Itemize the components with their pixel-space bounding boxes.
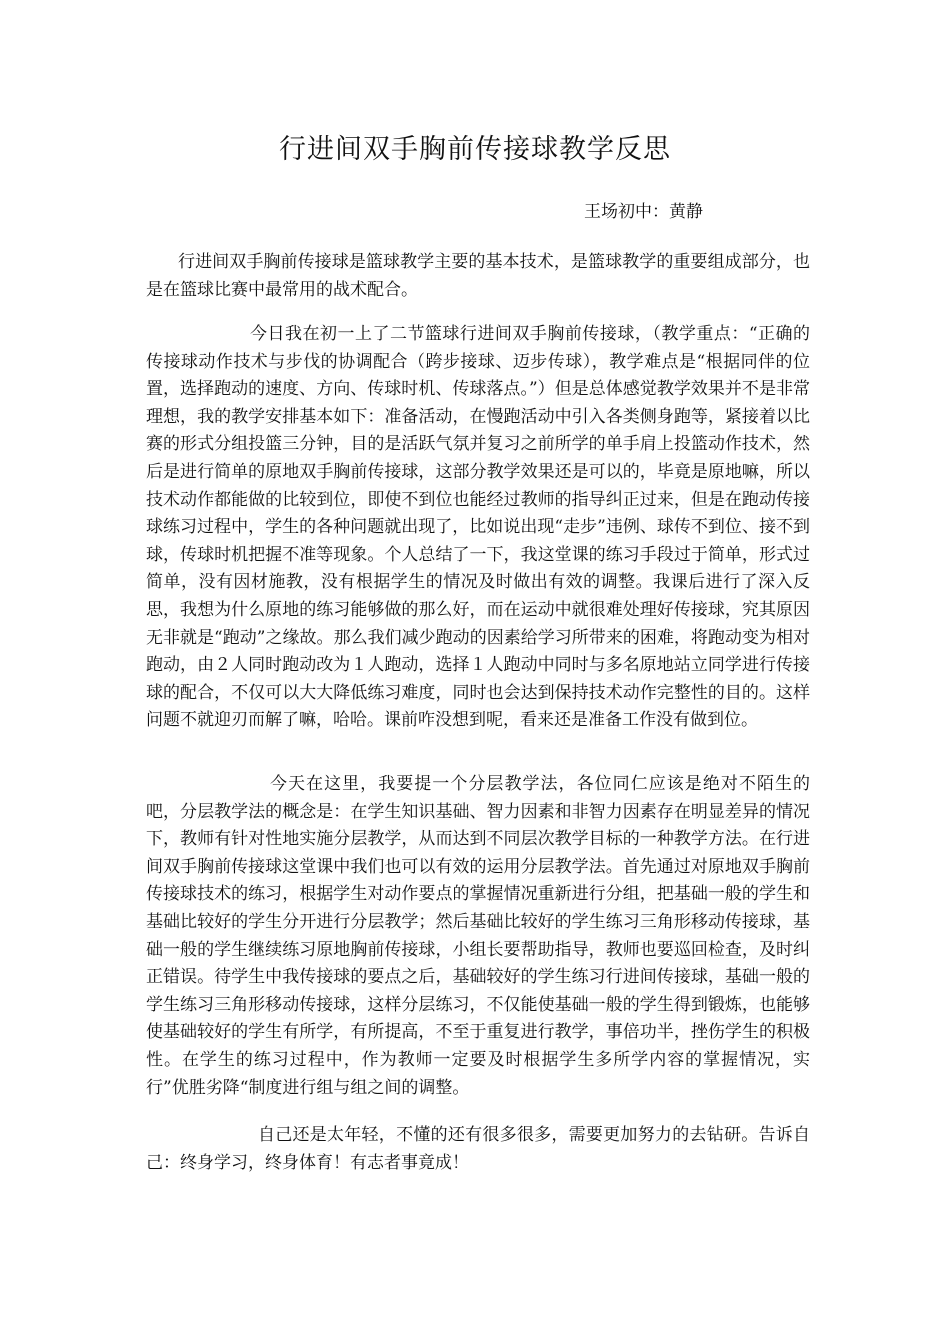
paragraph-layered-teaching: 今天在这里，我要提一个分层教学法，各位同仁应该是绝对不陌生的吧，分层教学法的概念是：在学生知识基础、智力因素和非智力因素存在明显差异的情况下，教师有针对性地实施分层教学，从而达到不同层次教学目标的一种教学方法。在行进间双手胸前传接球这堂课中我们也可以有效的运用分层教学法。首先通过对原地双手胸前传接球技术的练习，根据学生对动作要点的掌握情况重新进行分组，把基础一般的学生和基础比较好的学生分开进行分层教学；然后基础比较好的学生练习三角形移动传接球，基础一般的学生继续练习原地胸前传接球，小组长要帮助指导，教师也要巡回检查，及时纠正错误。待学生中我传接球的要点之后，基础较好的学生练习行进间传接球，基础一般的学生练习三角形移动传接球，这样分层练习，不仅能使基础一般的学生得到锻炼，也能够使基础较好的学生有所学，有所提高，不至于重复进行教学，事倍功半，挫伤学生的积极性。在学生的练习过程中，作为教师一定要及时根据学生多所学内容的掌握情况，实行”优胜劣降“制度进行组与组之间的调整。 xyxy=(146,774,810,1098)
paragraph-intro: 行进间双手胸前传接球是篮球教学主要的基本技术，是篮球教学的重要组成部分，也是在篮球比赛中最常用的战术配合。 xyxy=(146,252,810,300)
paragraph-lesson-review: 今日我在初一上了二节篮球行进间双手胸前传接球，（教学重点：“正确的传接球动作技术与步伐的协调配合（跨步接球、迈步传球），教学难点是“根据同伴的位置，选择跑动的速度、方向、传球时机、传球落点。”）但是总体感觉教学效果并不是非常理想，我的教学安排基本如下：准备活动，在慢跑活动中引入各类侧身跑等，紧接着以比赛的形式分组投篮三分钟，目的是活跃气氛并复习之前所学的单手肩上投篮动作技术，然后是进行简单的原地双手胸前传接球，这部分教学效果还是可以的，毕竟是原地嘛，所以技术动作都能做的比较到位，即使不到位也能经过教师的指导纠正过来，但是在跑动传接球练习过程中，学生的各种问题就出现了，比如说出现“走步”违例、球传不到位、接不到球，传球时机把握不准等现象。个人总结了一下，我这堂课的练习手段过于简单，形式过简单，没有因材施教，没有根据学生的情况及时做出有效的调整。我课后进行了深入反思，我想为什么原地的练习能够做的那么好，而在运动中就很难处理好传接球，究其原因无非就是“跑动”之缘故。那么我们减少跑动的因素给学习所带来的困难，将跑动变为相对跑动，由２人同时跑动改为１人跑动，选择１人跑动中同时与多名原地站立同学进行传接球的配合，不仅可以大大降低练习难度，同时也会达到保持技术动作完整性的目的。这样问题不就迎刃而解了嘛，哈哈。课前咋没想到呢，看来还是准备工作没有做到位。 xyxy=(146,324,810,731)
document-author: 王场初中：黄静 xyxy=(584,202,703,222)
document-title: 行进间双手胸前传接球教学反思 xyxy=(279,134,671,165)
paragraph-conclusion: 自己还是太年轻，不懂的还有很多很多，需要更加努力的去钻研。告诉自己：终身学习，终身体育！有志者事竟成！ xyxy=(146,1125,810,1173)
